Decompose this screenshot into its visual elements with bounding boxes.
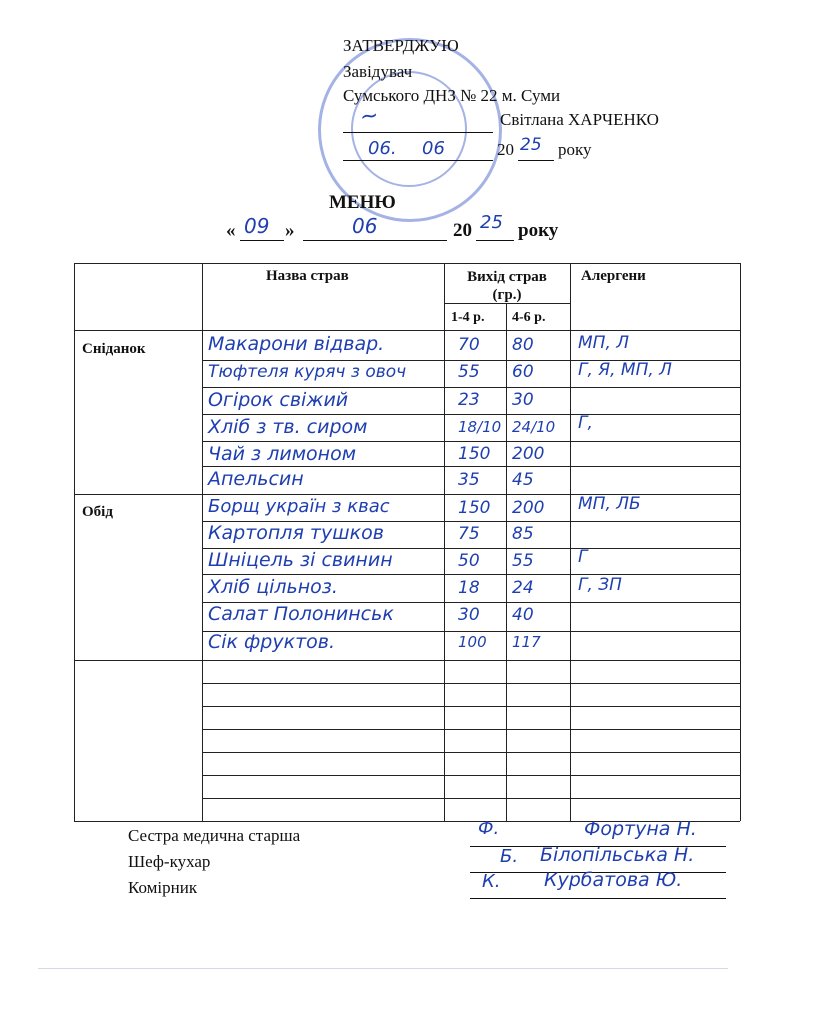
name-storekeeper: Курбатова Ю. bbox=[544, 869, 683, 891]
allergens: Г, Я, МП, Л bbox=[578, 360, 672, 380]
allergens: МП, Л bbox=[578, 333, 630, 353]
yield-1-4: 70 bbox=[458, 335, 480, 355]
yield-1-4: 30 bbox=[458, 605, 480, 625]
yield-4-6: 24 bbox=[512, 578, 534, 598]
approval-position: Завідувач bbox=[343, 62, 413, 81]
yield-4-6: 60 bbox=[512, 362, 534, 382]
dish-name: Тюфтеля куряч з овоч bbox=[208, 362, 407, 382]
yield-4-6: 55 bbox=[512, 551, 534, 571]
row-line bbox=[202, 414, 740, 415]
yield-1-4: 100 bbox=[458, 633, 487, 651]
dish-name: Апельсин bbox=[208, 468, 304, 490]
row-line bbox=[202, 729, 740, 730]
approval-day: 06. bbox=[368, 138, 397, 159]
approval-year-prefix: 20 bbox=[497, 140, 514, 159]
menu-year-suffix: року bbox=[518, 220, 559, 241]
dish-name: Хліб цільноз. bbox=[208, 576, 338, 598]
yield-4-6: 200 bbox=[512, 444, 545, 464]
row-line bbox=[202, 798, 740, 799]
allergens: МП, ЛБ bbox=[578, 494, 641, 514]
table-border-right bbox=[740, 263, 741, 821]
yield-4-6: 30 bbox=[512, 390, 534, 410]
yield-1-4: 18/10 bbox=[458, 418, 502, 436]
name-nurse: Фортуна Н. bbox=[584, 818, 697, 840]
yield-1-4: 55 bbox=[458, 362, 480, 382]
col-line-dish bbox=[202, 263, 203, 821]
yield-1-4: 35 bbox=[458, 470, 480, 490]
section-breakfast: Сніданок bbox=[82, 341, 146, 357]
menu-quote-close: » bbox=[285, 220, 295, 241]
yield-4-6: 24/10 bbox=[512, 418, 556, 436]
approval-year-hand: 25 bbox=[520, 135, 542, 155]
signature-mark: Б. bbox=[500, 846, 519, 867]
dish-name: Чай з лимоном bbox=[208, 443, 357, 465]
allergens: Г, ЗП bbox=[578, 575, 622, 595]
header-age-4-6: 4-6 р. bbox=[512, 310, 546, 325]
header-bottom-line bbox=[74, 330, 740, 331]
menu-title: МЕНЮ bbox=[329, 192, 396, 213]
page-edge-line bbox=[38, 968, 728, 969]
signature-mark: К. bbox=[482, 871, 501, 892]
row-line bbox=[202, 775, 740, 776]
dish-name: Салат Полонинськ bbox=[208, 603, 394, 625]
allergens: Г bbox=[578, 547, 588, 567]
role-chef: Шеф-кухар bbox=[128, 852, 211, 871]
approval-year-suffix: року bbox=[558, 140, 592, 159]
name-chef: Білопільська Н. bbox=[540, 844, 695, 866]
table-border-top bbox=[74, 263, 740, 264]
menu-day: 09 bbox=[244, 214, 270, 238]
role-nurse: Сестра медична старша bbox=[128, 826, 301, 845]
approval-month: 06 bbox=[422, 138, 445, 159]
signature-mark: Ф. bbox=[478, 818, 500, 839]
yield-4-6: 45 bbox=[512, 470, 534, 490]
yield-4-6: 200 bbox=[512, 498, 545, 518]
header-allergens: Алергени bbox=[581, 268, 646, 284]
approval-heading: ЗАТВЕРДЖУЮ bbox=[343, 36, 459, 55]
yield-4-6: 40 bbox=[512, 605, 534, 625]
row-line bbox=[202, 574, 740, 575]
row-line bbox=[202, 752, 740, 753]
dish-name: Картопля тушков bbox=[208, 522, 384, 544]
header-yield: Вихід страв (гр.) bbox=[467, 269, 547, 303]
col-line-allergens bbox=[570, 263, 571, 821]
menu-month: 06 bbox=[352, 214, 378, 238]
yield-1-4: 50 bbox=[458, 551, 480, 571]
yield-1-4: 18 bbox=[458, 578, 480, 598]
allergens: Г, bbox=[578, 413, 593, 433]
dish-name: Хліб з тв. сиром bbox=[208, 416, 368, 438]
yield-1-4: 75 bbox=[458, 524, 480, 544]
section-line-empty bbox=[74, 660, 740, 661]
role-storekeeper: Комірник bbox=[128, 878, 198, 897]
menu-quote-open: « bbox=[226, 220, 236, 241]
header-dish: Назва страв bbox=[266, 268, 349, 284]
menu-year-hand: 25 bbox=[480, 212, 503, 233]
row-line bbox=[202, 441, 740, 442]
header-age-1-4: 1-4 р. bbox=[451, 310, 485, 325]
dish-name: Борщ україн з квас bbox=[208, 496, 390, 517]
yield-4-6: 85 bbox=[512, 524, 534, 544]
menu-year-line bbox=[476, 240, 514, 241]
col-line-age bbox=[506, 303, 507, 821]
row-line bbox=[202, 706, 740, 707]
menu-table bbox=[74, 263, 740, 821]
dish-name: Огірок свіжий bbox=[208, 389, 349, 411]
table-border-left bbox=[74, 263, 75, 821]
yield-4-6: 80 bbox=[512, 335, 534, 355]
row-line bbox=[202, 387, 740, 388]
row-line bbox=[202, 683, 740, 684]
yield-1-4: 150 bbox=[458, 498, 491, 518]
yield-4-6: 117 bbox=[512, 633, 541, 651]
menu-day-line bbox=[240, 240, 284, 241]
yield-1-4: 150 bbox=[458, 444, 491, 464]
col-line-yield bbox=[444, 263, 445, 821]
menu-year-prefix: 20 bbox=[453, 220, 472, 241]
head-name: Світлана ХАРЧЕНКО bbox=[500, 110, 659, 129]
date-line bbox=[343, 160, 493, 161]
signature-line bbox=[470, 898, 726, 899]
row-line bbox=[202, 466, 740, 467]
dish-name: Шніцель зі свинин bbox=[208, 549, 393, 571]
dish-name: Макарони відвар. bbox=[208, 333, 385, 355]
approval-institution: Сумського ДНЗ № 22 м. Суми bbox=[343, 86, 561, 105]
head-signature: ~ bbox=[358, 102, 381, 131]
section-lunch: Обід bbox=[82, 504, 113, 520]
signature-line bbox=[343, 132, 493, 133]
dish-name: Сік фруктов. bbox=[208, 631, 336, 653]
menu-month-line bbox=[303, 240, 447, 241]
yield-1-4: 23 bbox=[458, 390, 480, 410]
year-line bbox=[518, 160, 554, 161]
